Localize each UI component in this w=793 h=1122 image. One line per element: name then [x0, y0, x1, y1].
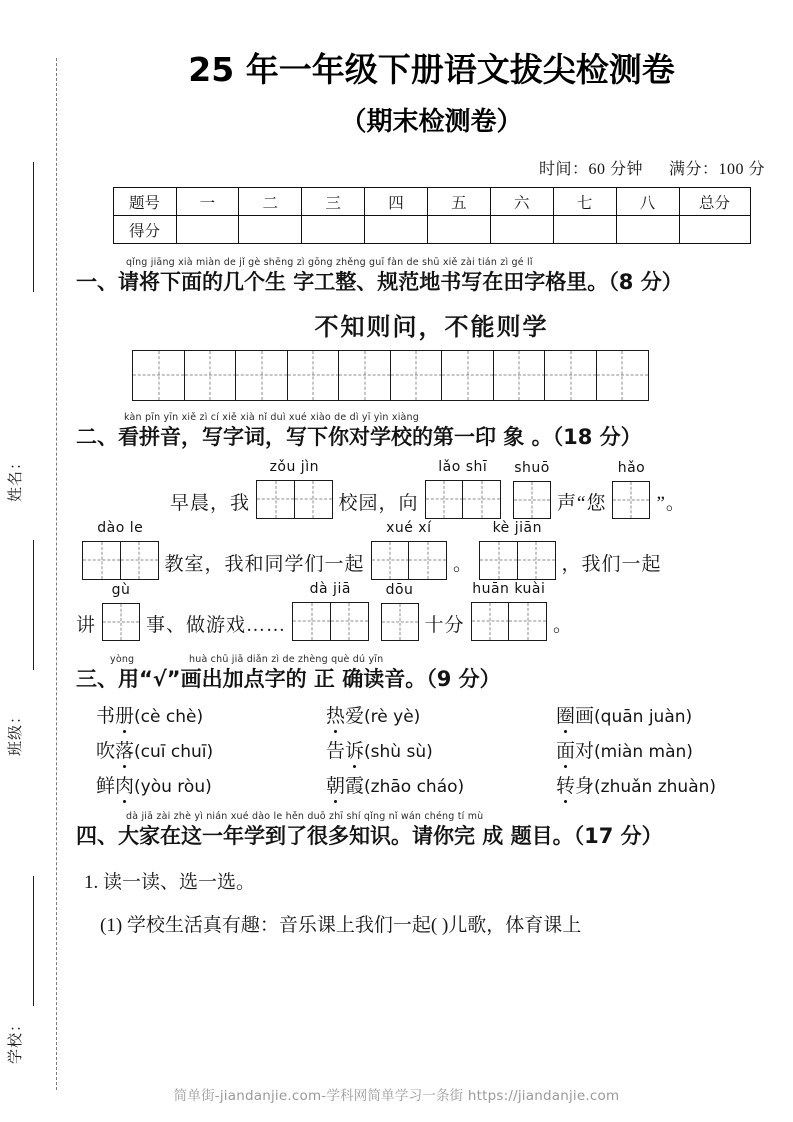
dotted-char: 册 [115, 701, 134, 728]
question-1-pinyin: qǐng jiāng xià miàn de jǐ gè shēng zì gōng zhěng guī fàn de shū xiě zài tián zì gé lǐ [126, 257, 533, 268]
score-col-total: 总分 [679, 188, 750, 216]
question-4-pinyin: dà jiā zài zhè yì nián xué dào le hěn duō zhī shí qǐng nǐ wán chéng tí mù [126, 811, 484, 823]
page-title: 25 年一年级下册语文拔尖检测卷 [188, 50, 675, 89]
pronunciation-choice-item[interactable] [556, 771, 793, 798]
word-char: 书 [96, 706, 116, 728]
handwriting-cell[interactable] [544, 350, 597, 401]
question-1-heading [76, 257, 793, 295]
sentence-text: ，我们一起 [561, 553, 662, 575]
left-binding-margin [0, 0, 70, 1122]
pronunciation-options[interactable]: (cè chè) [134, 707, 204, 728]
sentence-text: 声“您 [557, 492, 607, 514]
word-char: 对 [575, 741, 595, 763]
score-cell-7[interactable] [553, 216, 616, 244]
pinyin-sentence-row [76, 519, 793, 580]
name-field-rule [33, 162, 34, 292]
sentence-text: ”。 [656, 492, 686, 514]
word-char: 霞 [345, 776, 365, 798]
answer-cell-group[interactable] [102, 581, 140, 641]
answer-cell[interactable] [517, 541, 556, 580]
question-2-points: （18 分） [552, 424, 642, 449]
handwriting-cell[interactable] [493, 350, 546, 401]
question-3-pinyin-b: huà chū jiā diǎn zì de zhèng què dú yīn [189, 653, 384, 665]
word-char: 告 [326, 741, 346, 763]
question-3-text: 用“√”画出加点字的 正 确读音。 [118, 666, 427, 691]
question-4 [76, 811, 793, 849]
score-cell-1[interactable] [176, 216, 239, 244]
answer-cell[interactable] [371, 541, 410, 580]
answer-cell[interactable] [294, 480, 333, 519]
word-char: 吹 [96, 741, 116, 763]
question-2-heading [76, 411, 793, 450]
pronunciation-options[interactable]: (shù sù) [364, 742, 433, 763]
full-score-label: 满分：100 分 [668, 161, 765, 178]
answer-cell[interactable] [102, 603, 140, 641]
question-1-number: 一、 [76, 270, 118, 294]
handwriting-cell[interactable] [235, 350, 288, 401]
dotted-char: 转 [556, 771, 575, 798]
score-cell-5[interactable] [428, 216, 491, 244]
question-3-pinyin-a: yòng [110, 653, 135, 665]
answer-cell[interactable] [471, 602, 510, 641]
class-field-rule [33, 540, 34, 670]
answer-cell[interactable] [612, 481, 650, 519]
answer-cell-group[interactable] [82, 519, 159, 580]
answer-cell[interactable] [381, 603, 419, 641]
cell-pinyin-hint: dà jiā [309, 580, 351, 597]
handwriting-model-phrase: 不知则问，不能则学 [314, 311, 549, 341]
exam-page [70, 0, 793, 1122]
cell-pinyin-hint: dōu [385, 581, 414, 598]
answer-cell[interactable] [120, 541, 159, 580]
score-col-6: 六 [490, 188, 553, 216]
handwriting-cell[interactable] [441, 350, 494, 401]
pronunciation-choice-item[interactable] [326, 701, 556, 728]
score-table [113, 187, 751, 244]
cell-pinyin-hint: xué xí [386, 519, 432, 536]
answer-cell-group[interactable] [471, 580, 548, 641]
question-4-sub-1: 1. 读一读、选一选。 [84, 872, 256, 894]
question-1-points: （8 分） [608, 270, 683, 294]
question-4-number: 四、 [76, 824, 118, 849]
question-3-number: 三、 [76, 666, 118, 691]
score-col-8: 八 [616, 188, 679, 216]
cell-pinyin-hint: lǎo shī [438, 458, 488, 475]
answer-cell[interactable] [256, 480, 295, 519]
question-3-points: （9 分） [426, 666, 501, 691]
handwriting-cell[interactable] [390, 350, 443, 401]
page-subtitle: （期末检测卷） [340, 107, 523, 137]
pronunciation-options[interactable]: (zhāo cháo) [364, 777, 465, 798]
cell-pinyin-hint: kè jiān [492, 519, 542, 536]
dotted-char: 圈 [556, 701, 575, 728]
score-cell-3[interactable] [302, 216, 365, 244]
answer-cell[interactable] [408, 541, 447, 580]
dotted-char: 面 [556, 736, 575, 763]
exam-meta [70, 156, 765, 179]
question-2-number: 二、 [76, 424, 118, 449]
handwriting-grid[interactable] [132, 350, 793, 401]
pronunciation-choice-item[interactable] [96, 771, 326, 798]
answer-cell-group[interactable] [612, 459, 650, 519]
sentence-text: 早晨，我 [170, 492, 251, 514]
question-2-text: 看拼音，写字词，写下你对学校的第一印 象 。 [118, 424, 553, 449]
cell-pinyin-hint: huān kuài [472, 580, 546, 597]
pronunciation-options[interactable]: (cuī chuī) [134, 742, 214, 763]
cell-pinyin-hint: zǒu jìn [269, 458, 319, 475]
sentence-text: 事、做游戏…… [146, 614, 287, 636]
word-char: 爱 [345, 706, 365, 728]
score-col-3: 三 [302, 188, 365, 216]
score-table-header-row [113, 188, 750, 216]
handwriting-cell[interactable] [596, 350, 649, 401]
score-cell-total[interactable] [679, 216, 750, 244]
score-cell-2[interactable] [239, 216, 302, 244]
pinyin-writing-rows [70, 458, 793, 641]
word-char: 画 [575, 706, 595, 728]
handwriting-cell[interactable] [132, 350, 185, 401]
score-col-1: 一 [176, 188, 239, 216]
score-col-7: 七 [553, 188, 616, 216]
sentence-text: 。 [453, 553, 474, 575]
answer-cell[interactable] [513, 481, 551, 519]
word-char: 鲜 [96, 776, 116, 798]
question-4-sub-1-item-1: (1) 学校生活真有趣：音乐课上我们一起( )儿歌，体育课上 [100, 915, 582, 937]
pronunciation-choice-item[interactable] [96, 736, 326, 763]
answer-cell-group[interactable] [479, 519, 556, 580]
margin-label-school: 学校： [6, 1015, 24, 1064]
score-col-5: 五 [428, 188, 491, 216]
question-2-pinyin: kàn pīn yīn xiě zì cí xiě xià nǐ duì xué xiào de dì yī yìn xiàng [124, 411, 420, 423]
handwriting-cell[interactable] [338, 350, 391, 401]
pronunciation-options[interactable]: (yòu ròu) [134, 777, 212, 798]
dotted-char: 诉 [345, 736, 364, 763]
score-table-row-label-number: 题号 [113, 188, 176, 216]
question-4-heading [76, 811, 793, 849]
margin-label-class: 班级： [6, 707, 24, 756]
pronunciation-choice-item[interactable] [96, 701, 326, 728]
cell-pinyin-hint: gù [111, 581, 131, 598]
answer-cell[interactable] [508, 602, 547, 641]
cell-pinyin-hint: hǎo [617, 459, 646, 476]
sentence-text: 讲 [76, 614, 97, 636]
cell-pinyin-hint: dào le [97, 519, 144, 536]
pronunciation-choice-item[interactable] [556, 701, 793, 728]
pronunciation-options[interactable]: (zhuǎn zhuàn) [594, 777, 717, 798]
binding-dashed-line [56, 58, 57, 1090]
answer-cell[interactable] [330, 602, 369, 641]
answer-cell[interactable] [425, 480, 464, 519]
sentence-text: 教室，我和同学们一起 [164, 553, 365, 575]
question-1 [76, 257, 793, 295]
question-3-heading [76, 653, 793, 692]
dotted-char: 热 [326, 701, 345, 728]
word-char: 身 [575, 776, 595, 798]
question-2 [76, 411, 793, 450]
answer-cell-group[interactable] [292, 580, 369, 641]
sentence-text: 。 [553, 614, 574, 636]
reading-choice-grid [96, 701, 793, 798]
question-3 [76, 653, 793, 692]
answer-cell[interactable] [479, 541, 518, 580]
pinyin-sentence-row [170, 458, 793, 519]
pronunciation-options[interactable]: (quān juàn) [594, 707, 693, 728]
pronunciation-options[interactable]: (miàn màn) [594, 742, 693, 763]
answer-cell-group[interactable] [371, 519, 448, 580]
score-table-row-label-score: 得分 [113, 216, 176, 244]
pronunciation-choice-item[interactable] [326, 736, 556, 763]
answer-cell[interactable] [82, 541, 121, 580]
score-col-4: 四 [365, 188, 428, 216]
answer-cell-group[interactable] [513, 459, 551, 519]
question-4-text: 大家在这一年学到了很多知识。请你完 成 题目。 [118, 824, 574, 849]
margin-label-name: 姓名： [6, 453, 24, 502]
question-4-points: （17 分） [573, 824, 663, 849]
dotted-char: 朝 [326, 771, 345, 798]
question-1-text: 请将下面的几个生 字工整、规范地书写在田字格里。 [118, 270, 609, 294]
handwriting-cell[interactable] [184, 350, 237, 401]
pronunciation-choice-item[interactable] [326, 771, 556, 798]
school-field-rule [33, 876, 34, 1006]
sentence-text: 校园，向 [338, 492, 419, 514]
cell-pinyin-hint: shuō [514, 459, 550, 476]
score-col-2: 二 [239, 188, 302, 216]
score-table-value-row [113, 216, 750, 244]
handwriting-cell[interactable] [287, 350, 340, 401]
pinyin-sentence-row [76, 580, 793, 641]
score-cell-6[interactable] [490, 216, 553, 244]
time-limit-label: 时间：60 分钟 [538, 161, 643, 178]
pronunciation-choice-item[interactable] [556, 736, 793, 763]
dotted-char: 肉 [115, 771, 134, 798]
dotted-char: 落 [115, 736, 134, 763]
pronunciation-options[interactable]: (rè yè) [364, 707, 421, 728]
answer-cell-group[interactable] [425, 458, 502, 519]
answer-cell[interactable] [462, 480, 501, 519]
answer-cell-group[interactable] [256, 458, 333, 519]
score-cell-8[interactable] [616, 216, 679, 244]
answer-cell[interactable] [292, 602, 331, 641]
sentence-text: 十分 [424, 614, 465, 636]
score-cell-4[interactable] [365, 216, 428, 244]
answer-cell-group[interactable] [381, 581, 419, 641]
footer-watermark: 简单街-jiandanjie.com-学科网简单学习一条街 https://jiandanjie.com [173, 1088, 620, 1104]
